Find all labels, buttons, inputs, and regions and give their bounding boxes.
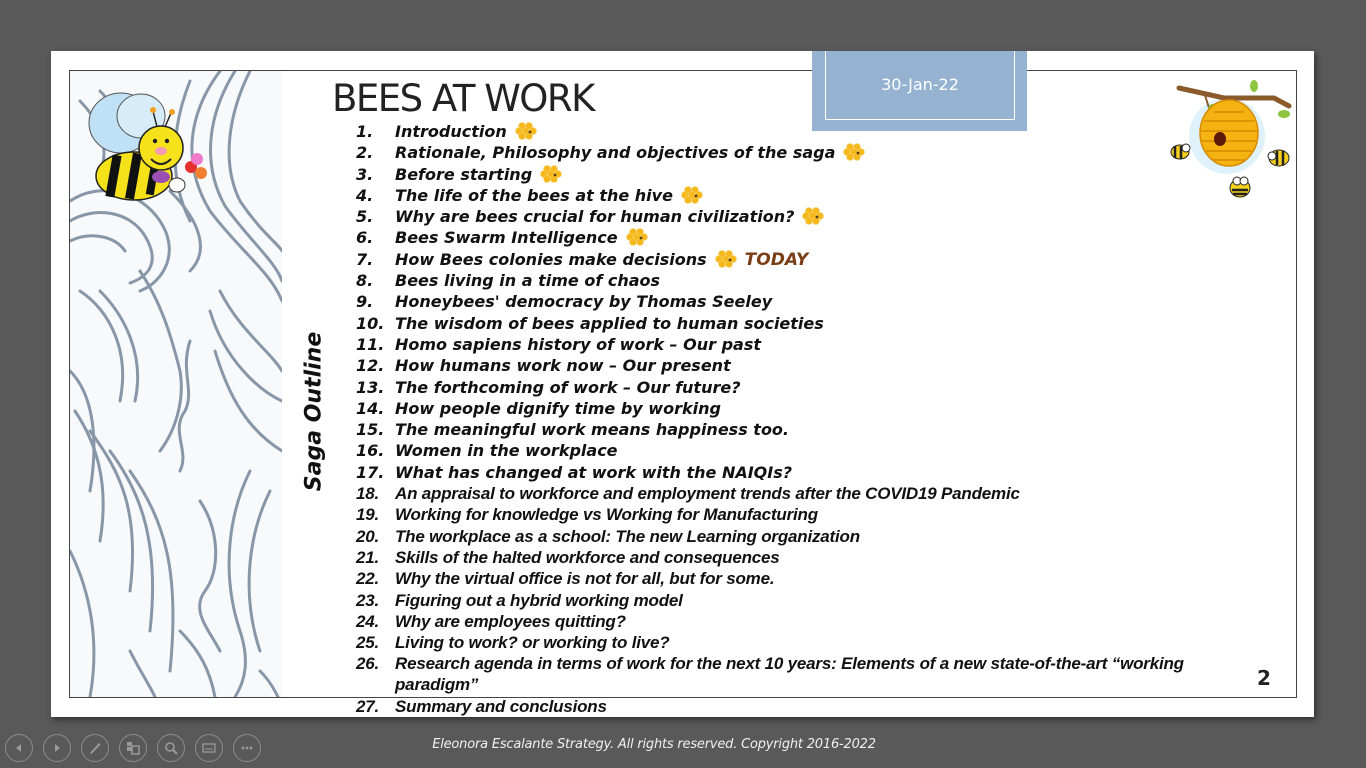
outline-item: 18. An appraisal to workforce and employment trends after the COVID19 Pandemic bbox=[356, 484, 1020, 504]
saga-outline-list bbox=[356, 121, 1256, 717]
outline-item: 16. Women in the workplace bbox=[356, 441, 618, 461]
honeycomb-icon bbox=[626, 227, 648, 247]
outline-item: 22. Why the virtual office is not for all, but for some. bbox=[356, 569, 775, 589]
outline-item-today: 7. How Bees colonies make decisions TODAY bbox=[356, 249, 809, 270]
bee-with-flowers-image bbox=[79, 81, 209, 211]
outline-item: 9. Honeybees' democracy by Thomas Seeley bbox=[356, 292, 773, 312]
outline-item: 2. Rationale, Philosophy and objectives of the saga bbox=[356, 142, 1256, 163]
outline-item: 27. Summary and conclusions bbox=[356, 697, 607, 717]
outline-item: 24. Why are employees quitting? bbox=[356, 611, 626, 631]
outline-item: 3. Before starting bbox=[356, 164, 1256, 185]
outline-item: 10. The wisdom of bees applied to human societies bbox=[356, 313, 824, 333]
honeycomb-icon bbox=[715, 249, 737, 269]
today-badge: TODAY bbox=[744, 249, 809, 270]
outline-item: 25. Living to work? or working to live? bbox=[356, 633, 670, 653]
outline-item: 23. Figuring out a hybrid working model bbox=[356, 590, 683, 610]
outline-item: 19. Working for knowledge vs Working for Manufacturing bbox=[356, 505, 818, 525]
outline-item: 14. How people dignify time by working bbox=[356, 398, 721, 418]
honeycomb-icon bbox=[515, 121, 537, 141]
vertical-title bbox=[299, 311, 329, 511]
outline-item: 15. The meaningful work means happiness too. bbox=[356, 420, 789, 440]
date-box-inner bbox=[825, 51, 1015, 120]
saga-outline-label: Saga Outline bbox=[301, 331, 327, 491]
copyright-footer: Eleonora Escalante Strategy. All rights reserved. Copyright 2016-2022 bbox=[432, 737, 876, 752]
outline-item: 4. The life of the bees at the hive bbox=[356, 185, 1256, 206]
honeycomb-icon bbox=[802, 206, 824, 226]
outline-item: 17. What has changed at work with the NAIQIs? bbox=[356, 462, 793, 482]
slide-date: 30-Jan-22 bbox=[881, 74, 959, 94]
page-number: 2 bbox=[1257, 666, 1271, 690]
slide-title: BEES AT WORK bbox=[332, 77, 594, 120]
honeycomb-icon bbox=[681, 185, 703, 205]
outline-item: 5. Why are bees crucial for human civilization? bbox=[356, 206, 1256, 227]
outline-item: 1. Introduction bbox=[356, 121, 1256, 142]
outline-item: 11. Homo sapiens history of work – Our past bbox=[356, 334, 761, 354]
outline-item: 8. Bees living in a time of chaos bbox=[356, 271, 661, 291]
outline-item: 13. The forthcoming of work – Our future? bbox=[356, 377, 741, 397]
honeycomb-icon bbox=[843, 142, 865, 162]
slide bbox=[51, 51, 1314, 717]
outline-item: 12. How humans work now – Our present bbox=[356, 356, 731, 376]
outline-item: 6. Bees Swarm Intelligence bbox=[356, 227, 1256, 248]
outline-item: 21. Skills of the halted workforce and consequences bbox=[356, 547, 780, 567]
outline-item: 26. Research agenda in terms of work for the next 10 years: Elements of a new state-of-the-art “working paradigm” bbox=[356, 654, 1184, 695]
honeycomb-icon bbox=[540, 164, 562, 184]
outline-item: 20. The workplace as a school: The new Learning organization bbox=[356, 526, 860, 546]
date-box bbox=[812, 51, 1027, 131]
